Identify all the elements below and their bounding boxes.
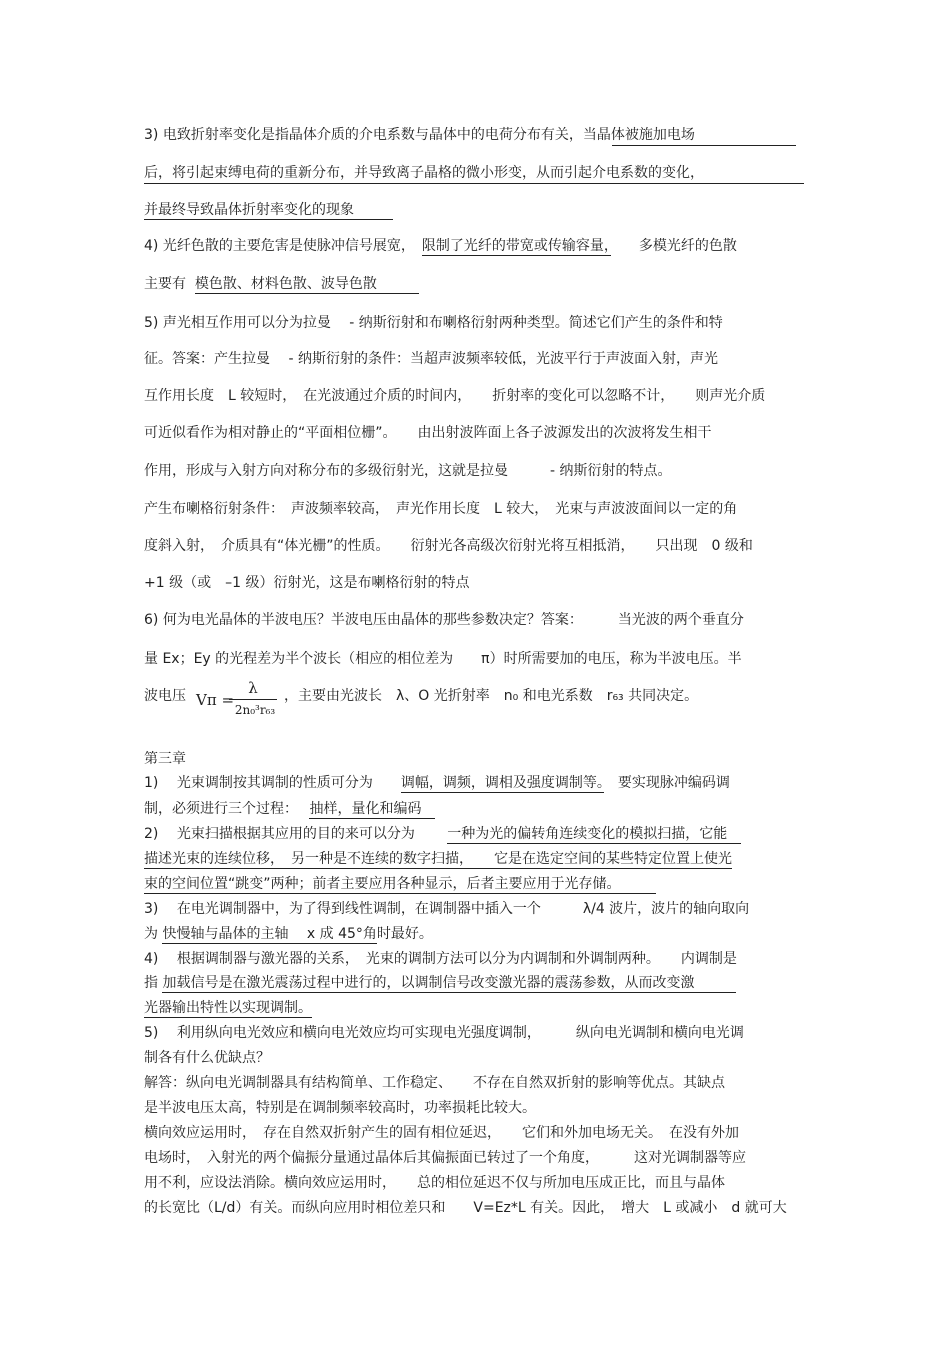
c3-q4-line-1: 4) 根据调制器与激光器的关系， 光束的调制方法可以分为内调制和外调制两种。 内调制是 [144, 951, 737, 967]
c3-q5-line-6: 电场时， 入射光的两个偏振分量通过晶体后其偏振面已转过了一个角度， 这对光调制器等应 [144, 1150, 746, 1166]
half-wave-formula-numerator: λ [248, 679, 258, 697]
c3-q5-line-1: 5) 利用纵向电光效应和横向电光效应均可实现电光强度调制， 纵向电光调制和横向电光调 [144, 1025, 744, 1041]
c3-q1-line-2: 制，必须进行三个过程： 抽样，量化和编码 [144, 800, 435, 818]
q5-line-1: 5) 声光相互作用可以分为拉曼 - 纳斯衍射和布喇格衍射两种类型。简述它们产生的条件和特 [144, 315, 723, 331]
q5-line-7: 度斜入射， 介质具有“体光栅”的性质。 衍射光各高级次衍射光将互相抵消， 只出现 0 级和 [144, 538, 753, 554]
c3-q5-line-3: 解答：纵向电光调制器具有结构简单、工作稳定、 不存在自然双折射的影响等优点。其缺点 [144, 1075, 725, 1091]
q6-line-3-text: ，主要由光波长 λ、O 光折射率 n₀ 和电光系数 r₆₃ 共同决定。 [284, 688, 699, 704]
q3-line-1: 3) 电致折射率变化是指晶体介质的介电系数与晶体中的电荷分布有关，当晶体被施加电场 [144, 127, 695, 143]
answer-underline [612, 145, 796, 146]
q5-line-2: 征。答案：产生拉曼 - 纳斯衍射的条件：当超声波频率较低，光波平行于声波面入射，声光 [144, 351, 718, 367]
half-wave-formula-denominator: 2n₀³r₆₃ [234, 703, 276, 717]
half-wave-formula-lhs: Vπ = [196, 691, 235, 709]
c3-q5-line-8: 的长宽比（L/d）有关。而纵向应用时相位差只和 V=Ez*L 有关。因此， 增大 L 或减小 d 就可大 [144, 1200, 787, 1216]
c3-q5-line-2: 制各有什么优缺点？ [144, 1050, 270, 1066]
q3-line-3: 并最终导致晶体折射率变化的现象 [144, 202, 354, 218]
fraction-bar [229, 699, 277, 700]
c3-q5-line-5: 横向效应运用时， 存在自然双折射产生的固有相位延迟， 它们和外加电场无关。 在没有外加 [144, 1125, 739, 1141]
c3-q5-line-7: 用不利，应设法消除。横向效应运用时， 总的相位延迟不仅与所加电压成正比，而且与晶体 [144, 1175, 725, 1191]
q6-line-1: 6) 何为电光晶体的半波电压？半波电压由晶体的那些参数决定？答案： 当光波的两个垂直分 [144, 612, 744, 628]
c3-q4-line-3: 光器输出特性以实现调制。 [144, 1000, 312, 1016]
q3-line-2: 后，将引起束缚电荷的重新分布，并导致离子晶格的微小形变，从而引起介电系数的变化， [144, 165, 704, 181]
q5-line-3: 互作用长度 L 较短时， 在光波通过介质的时间内， 折射率的变化可以忽略不计， 则声光介质 [144, 388, 766, 404]
c3-q3-line-2: 为 快慢轴与晶体的主轴 x 成 45°角时最好。 [144, 926, 433, 942]
chapter-title: 第三章 [144, 751, 186, 767]
q4-line-1: 4) 光纤色散的主要危害是使脉冲信号展宽， 限制了光纤的带宽或传输容量， 多模光纤的色散 [144, 238, 737, 254]
q5-line-4: 可近似看作为相对静止的“平面相位栅”。 由出射波阵面上各子波源发出的次波将发生相干 [144, 425, 712, 441]
c3-q5-line-4: 是半波电压太高，特别是在调制频率较高时，功率损耗比较大。 [144, 1100, 536, 1116]
c3-q3-line-1: 3) 在电光调制器中，为了得到线性调制，在调制器中插入一个 λ/4 波片，波片的轴向取向 [144, 901, 750, 917]
q4-line-2: 主要有 模色散、材料色散、波导色散 [144, 275, 419, 293]
c3-q2-line-3: 束的空间位置“跳变”两种；前者主要应用各种显示，后者主要应用于光存储。 [144, 875, 656, 893]
c3-q2-line-1: 2) 光束扫描根据其应用的目的来可以分为 一种为光的偏转角连续变化的模拟扫描，它能 [144, 825, 741, 843]
c3-q4-line-2: 指 加载信号是在激光震荡过程中进行的，以调制信号改变激光器的震荡参数，从而改变激 [144, 974, 736, 992]
q6-line-2: 量 Ex；Ey 的光程差为半个波长（相应的相位差为 π）时所需要加的电压，称为半波电压。半 [144, 651, 742, 667]
q5-line-5: 作用，形成与入射方向对称分布的多级衍射光，这就是拉曼 - 纳斯衍射的特点。 [144, 463, 672, 479]
q5-line-6: 产生布喇格衍射条件： 声波频率较高， 声光作用长度 L 较大， 光束与声波波面间以一定的角 [144, 501, 738, 517]
q6-line-3-label: 波电压 [144, 688, 186, 704]
answer-underline [144, 183, 804, 184]
q5-line-8: +1 级（或 –1 级）衍射光，这是布喇格衍射的特点 [144, 575, 470, 591]
c3-q1-line-1: 1) 光束调制按其调制的性质可分为 调幅，调频，调相及强度调制等。 要实现脉冲编码调 [144, 775, 730, 791]
answer-underline [144, 219, 393, 220]
c3-q2-line-2: 描述光束的连续位移， 另一种是不连续的数字扫描， 它是在选定空间的某些特定位置上使光 [144, 851, 732, 867]
